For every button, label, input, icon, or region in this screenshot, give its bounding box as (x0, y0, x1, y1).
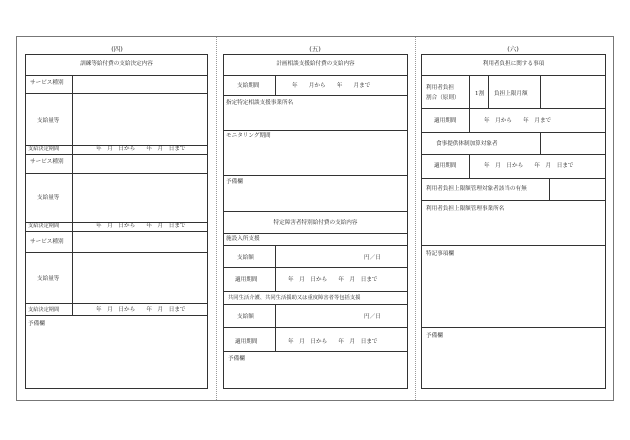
decision-period-value: 年 月 日から 年 月 日まで (96, 146, 186, 152)
service-type-label: サービス種別 (30, 80, 64, 86)
special-notes-label: 特記事項欄 (426, 251, 454, 257)
payment-amount-value: 円／日 (364, 255, 381, 261)
decision-period-value: 年 月 日から 年 月 日まで (96, 223, 186, 229)
payment-period-label: 支給期間 (237, 83, 260, 89)
payment-period-value: 年 月から 年 月まで (292, 83, 371, 89)
apply-period-value: 年 月 日から 年 月 日まで (484, 163, 574, 169)
page-label-6: (六) (507, 45, 519, 53)
apply-period-value: 年 月 日から 年 月 日まで (288, 277, 378, 283)
decision-period-label: 支給決定期間 (28, 223, 60, 229)
supply-amount-label: 支給量等 (37, 195, 60, 201)
burden-ratio-value: 1割 (475, 91, 485, 97)
decision-period-label: 支給決定期間 (28, 146, 60, 152)
designated-office-label: 指定特定相談支援事業所名 (226, 100, 294, 106)
special-benefit-title: 特定障害者特別給付費の支給内容 (273, 220, 358, 226)
apply-period-value: 年 月から 年 月まで (484, 118, 552, 124)
burden-ratio-label-2: 割合（原則） (426, 95, 460, 101)
service-type-label: サービス種別 (30, 159, 64, 165)
group-home-label: 共同生活介護、共同生活援助又は重度障害者等包括支援 (228, 295, 361, 301)
payment-amount-label: 支給額 (237, 255, 254, 261)
apply-period-label: 適用期間 (434, 163, 457, 169)
panel-title: 訓練等給付費の支給決定内容 (80, 61, 153, 67)
monthly-cap-label: 負担上限月額 (494, 91, 528, 97)
facility-admission-label: 施設入所支援 (226, 236, 260, 242)
apply-period-label: 適用期間 (235, 339, 258, 345)
panel-title: 利用者負担に関する事項 (482, 61, 545, 67)
panel-title: 計画相談支援給付費の支給内容 (276, 61, 355, 67)
payment-amount-label: 支給額 (237, 314, 254, 320)
cap-management-label: 利用者負担上限額管理対象者該当の有無 (426, 186, 527, 192)
fold-line-1 (216, 37, 217, 400)
monitoring-period-label: モニタリング期間 (226, 133, 271, 139)
decision-period-label: 支給決定期間 (28, 307, 60, 313)
remarks-label: 予備欄 (228, 356, 245, 362)
page-label-5: (五) (309, 45, 321, 53)
decision-period-value: 年 月 日から 年 月 日まで (96, 307, 186, 313)
apply-period-label: 適用期間 (235, 277, 258, 283)
payment-amount-value: 円／日 (364, 314, 381, 320)
user-burden-panel (421, 54, 606, 389)
plan-consultation-panel (223, 54, 408, 389)
remarks-label: 予備欄 (426, 333, 443, 339)
page-label-4: (四) (111, 45, 123, 53)
remarks-label: 予備欄 (28, 321, 45, 327)
fold-line-2 (415, 37, 416, 400)
cap-management-office-label: 利用者負担上限額管理事業所名 (426, 206, 505, 212)
supply-amount-label: 支給量等 (37, 118, 60, 124)
training-benefit-panel (25, 54, 208, 389)
apply-period-value: 年 月 日から 年 月 日まで (288, 339, 378, 345)
meal-provision-label: 食事提供体制加算対象者 (436, 141, 498, 147)
service-type-label: サービス種別 (30, 239, 64, 245)
burden-ratio-label: 利用者負担 (426, 85, 454, 91)
supply-amount-label: 支給量等 (37, 276, 60, 282)
apply-period-label: 適用期間 (434, 118, 457, 124)
remarks-label: 予備欄 (226, 179, 243, 185)
